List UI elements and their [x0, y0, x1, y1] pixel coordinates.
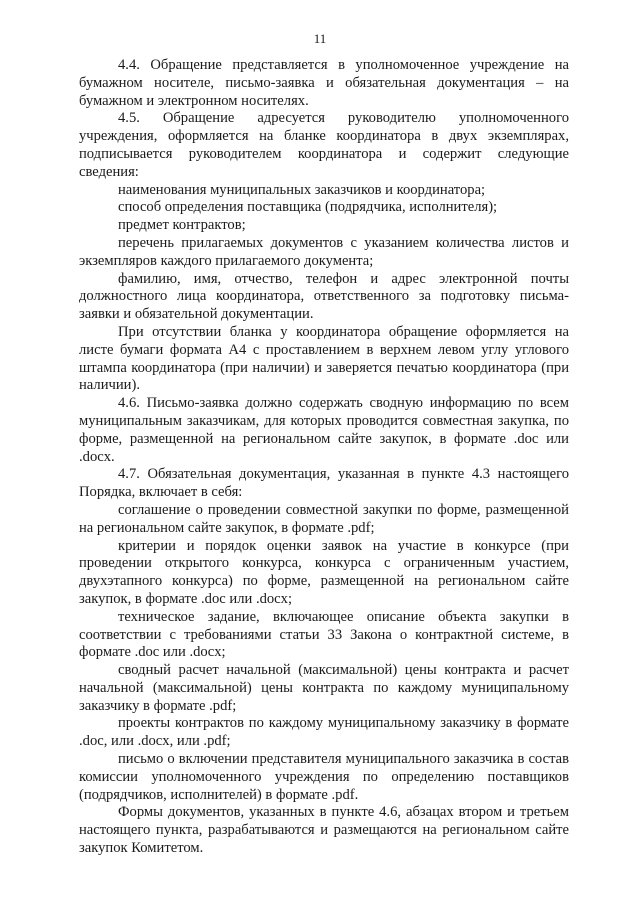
- document-body: [79, 57, 569, 858]
- list-item-subject: предмет контрактов;: [118, 217, 246, 234]
- list-item-price-calculation: сводный расчет начальной (максимальной) цены контракта и расчет начальной (максимальной) цены контракта по каждому муниципальному заказчику в формате .pdf;: [79, 662, 569, 714]
- list-item-names: наименования муниципальных заказчиков и координатора;: [118, 181, 486, 198]
- list-item-technical-spec: техническое задание, включающее описание объекта закупки в соответствии с требованиями статьи 33 Закона о контрактной системе, в формате .doc или .docx;: [79, 608, 569, 661]
- list-item-contract-drafts: проекты контрактов по каждому муниципальному заказчику в формате .doc, или .docx, или .pdf;: [79, 715, 569, 750]
- paragraph-4-7: 4.7. Обязательная документация, указанная в пункте 4.3 настоящего Порядка, включает в себя:: [79, 466, 569, 501]
- paragraph-4-6: 4.6. Письмо-заявка должно содержать сводную информацию по всем муниципальным заказчикам, для которых проводится совместная закупка, по форме, размещенной на региональном сайте закупок, в формате .doc или .docx.: [79, 395, 569, 465]
- list-item-criteria: критерии и порядок оценки заявок на участие в конкурсе (при проведении открытого конкурса, конкурса с ограниченным участием, двухэтапного конкурса) по форме, размещенной на региональном сайте закупок, в формате .doc или .docx;: [79, 537, 569, 607]
- list-item-documents: перечень прилагаемых документов с указанием количества листов и экземпляров каждого прилагаемого документа;: [79, 234, 569, 269]
- paragraph-4-5: 4.5. Обращение адресуется руководителю уполномоченного учреждения, оформляется на бланке координатора в двух экземплярах, подписывается руководителем координатора и содержит следующие сведения:: [79, 110, 569, 180]
- paragraph-4-4: 4.4. Обращение представляется в уполномоченное учреждение на бумажном носителе, письмо-заявка и обязательная документация – на бумажном и электронном носителях.: [79, 57, 569, 109]
- list-item-method: способ определения поставщика (подрядчика, исполнителя);: [118, 199, 498, 216]
- paragraph-no-blank: При отсутствии бланка у координатора обращение оформляется на листе бумаги формата А4 с проставлением в верхнем левом углу углового штампа координатора (при наличии) и заверяется печатью координатора (при наличии).: [79, 323, 569, 394]
- list-item-representative-letter: письмо о включении представителя муниципального заказчика в состав комиссии уполномоченного учреждения по определению поставщиков (подрядчиков, исполнителей) в формате .pdf.: [79, 751, 569, 803]
- page-number: 11: [313, 31, 327, 46]
- list-item-agreement: соглашение о проведении совместной закупки по форме, размещенной на региональном сайте закупок, в формате .pdf;: [79, 501, 569, 536]
- list-item-contact: фамилию, имя, отчество, телефон и адрес электронной почты должностного лица координатора, ответственного за подготовку письма-заявки и обязательной документации.: [79, 270, 569, 323]
- paragraph-forms: Формы документов, указанных в пункте 4.6, абзацах втором и третьем настоящего пункта, разрабатываются и размещаются на региональном сайте закупок Комитетом.: [79, 804, 569, 857]
